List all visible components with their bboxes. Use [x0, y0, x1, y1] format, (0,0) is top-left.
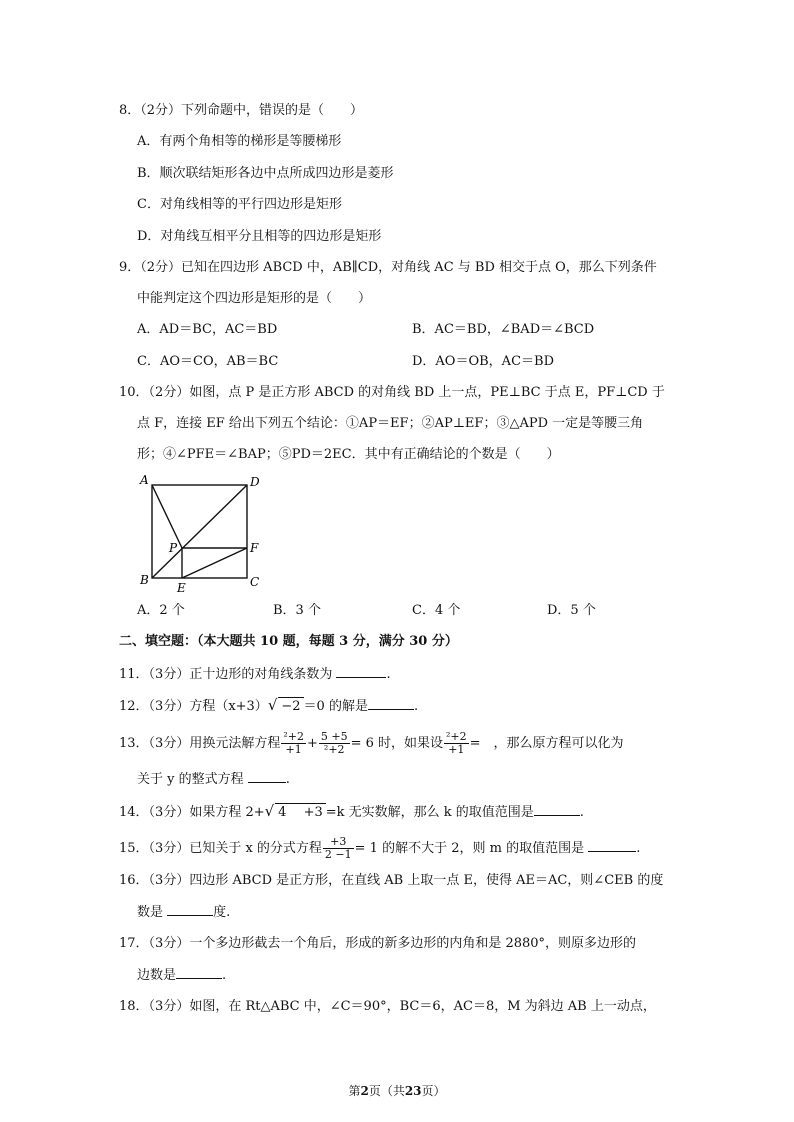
- q9-stem-line2: 中能判定这个四边形是矩形的是（ ）: [137, 291, 372, 306]
- q13-pre: 13．（3分）用换元法解方程: [119, 736, 281, 751]
- q14-post: =k 无实数解，那么 k 的取值范围是: [325, 805, 534, 820]
- page-total: 23: [404, 1084, 422, 1098]
- q15-post: = 1 的解不大于 2，则 m 的取值范围是: [354, 841, 585, 856]
- label-d: D: [250, 475, 260, 489]
- label-b: B: [140, 573, 149, 587]
- q10-square-figure: [135, 470, 265, 595]
- q11-answer-blank[interactable]: [336, 665, 386, 678]
- q18-line1: 18．（3分）如图，在 Rt△ABC 中，∠C＝90°，BC＝6，AC＝8，M 为斜边 AB 上一动点，: [119, 999, 656, 1014]
- q16-answer-blank[interactable]: [167, 903, 213, 916]
- q15-line: 15．（3分）已知关于 x 的分式方程 $\frac{+3}{2 -1}$ = 1 的解不大于 2，则 m 的取值范围是 .: [119, 835, 641, 861]
- q8-option-b: B．顺次联结矩形各边中点所成四边形是菱形: [137, 166, 394, 181]
- q9-option-a: A．AD＝BC，AC＝BD: [137, 322, 278, 337]
- label-a: A: [140, 473, 149, 487]
- q13-answer-blank[interactable]: [248, 770, 286, 783]
- q12-answer-blank[interactable]: [368, 697, 414, 710]
- q15-answer-blank[interactable]: [588, 839, 636, 852]
- page-footer: 第2页（共23页）: [348, 1084, 446, 1098]
- q14-pre: 14．（3分）如果方程 2+: [119, 805, 265, 820]
- q15-pre: 15．（3分）已知关于 x 的分式方程: [119, 841, 322, 856]
- segment-ap: [152, 485, 182, 548]
- q14-line: 14．（3分）如果方程 2+√ 4 +3 =k 无实数解，那么 k 的取值范围是 .: [119, 802, 584, 820]
- q14-radicand: 4 +3: [275, 803, 326, 822]
- q17-line2: 边数是 .: [137, 968, 227, 983]
- q12-radicand: −2: [278, 697, 303, 716]
- q10-option-b: B．3 个: [273, 603, 321, 618]
- q13-line1: 13．（3分）用换元法解方程 $\frac{\text{²+2}}{+1}$ + $\frac{5 +5}{\text{²+2}}$ = 6 时，如果设 $\frac{\text{²+2}}{+1}$ = ，那么原方程可以化为: [119, 730, 624, 756]
- q16-line2: 数是 度.: [137, 905, 231, 920]
- q10-option-a: A．2 个: [137, 603, 185, 618]
- q11-line: 11．（3分）正十边形的对角线条数为 .: [119, 667, 391, 682]
- label-e: E: [177, 581, 186, 595]
- q13-fraction-3: $\frac{\text{²+2}}{+1}$: [446, 730, 467, 756]
- diagonal-bd: [152, 485, 247, 578]
- q10-option-c: C．4 个: [412, 603, 461, 618]
- q10-stem-line3: 形；④∠PFE＝∠BAP；⑤PD＝2EC．其中有正确结论的个数是（ ）: [137, 447, 560, 462]
- q10-option-d: D．5 个: [547, 603, 596, 618]
- label-f: F: [250, 541, 259, 555]
- q8-stem: 8．（2分）下列命题中，错误的是（ ）: [119, 103, 364, 118]
- q8-option-d: D．对角线互相平分且相等的四边形是矩形: [137, 229, 382, 244]
- page-number: 2: [360, 1084, 369, 1098]
- q10-stem-line2: 点 F，连接 EF 给出下列五个结论：①AP＝EF；②AP⊥EF；③△APD 一定是等腰三角: [137, 416, 644, 431]
- segment-ef: [182, 548, 247, 578]
- q12-pre: 12．（3分）方程（x+3）: [119, 699, 268, 714]
- q8-option-c: C．对角线相等的平行四边形是矩形: [137, 197, 342, 212]
- q16-line1: 16．（3分）四边形 ABCD 是正方形，在直线 AB 上取一点 E，使得 AE＝AC，则∠CEB 的度: [119, 873, 664, 888]
- q9-option-c: C．AO＝CO，AB＝BC: [137, 354, 279, 369]
- q13-fraction-1: $\frac{\text{²+2}}{+1}$: [283, 730, 304, 756]
- q9-option-b: B．AC＝BD，∠BAD＝∠BCD: [412, 322, 595, 337]
- q12-post: ＝0 的解是: [303, 699, 368, 714]
- q9-stem-line1: 9．（2分）已知在四边形 ABCD 中，AB∥CD，对角线 AC 与 BD 相交于点 O，那么下列条件: [119, 260, 657, 275]
- q11-text: 11．（3分）正十边形的对角线条数为: [119, 667, 333, 682]
- q12-line: 12．（3分）方程（x+3）√ −2 ＝0 的解是 .: [119, 696, 419, 714]
- section-2-heading: 二、填空题：（本大题共 10 题，每题 3 分，满分 30 分）: [119, 634, 458, 649]
- label-c: C: [250, 575, 260, 589]
- label-p: P: [169, 541, 178, 555]
- q13-line2: 关于 y 的整式方程 .: [137, 772, 290, 787]
- q8-option-a: A．有两个角相等的梯形是等腰梯形: [137, 134, 342, 149]
- q15-fraction: $\frac{+3}{2 -1}$: [324, 835, 352, 861]
- q10-stem-line1: 10．（2分）如图，点 P 是正方形 ABCD 的对角线 BD 上一点，PE⊥BC 于点 E，PF⊥CD 于: [119, 385, 665, 400]
- q17-line1: 17．（3分）一个多边形截去一个角后，形成的新多边形的内角和是 2880°，则原多边形的: [119, 936, 637, 951]
- q13-fraction-2: $\frac{5 +5}{\text{²+2}}$: [320, 730, 348, 756]
- q17-answer-blank[interactable]: [176, 966, 222, 979]
- q9-option-d: D．AO＝OB，AC＝BD: [412, 354, 554, 369]
- q14-answer-blank[interactable]: [534, 803, 580, 816]
